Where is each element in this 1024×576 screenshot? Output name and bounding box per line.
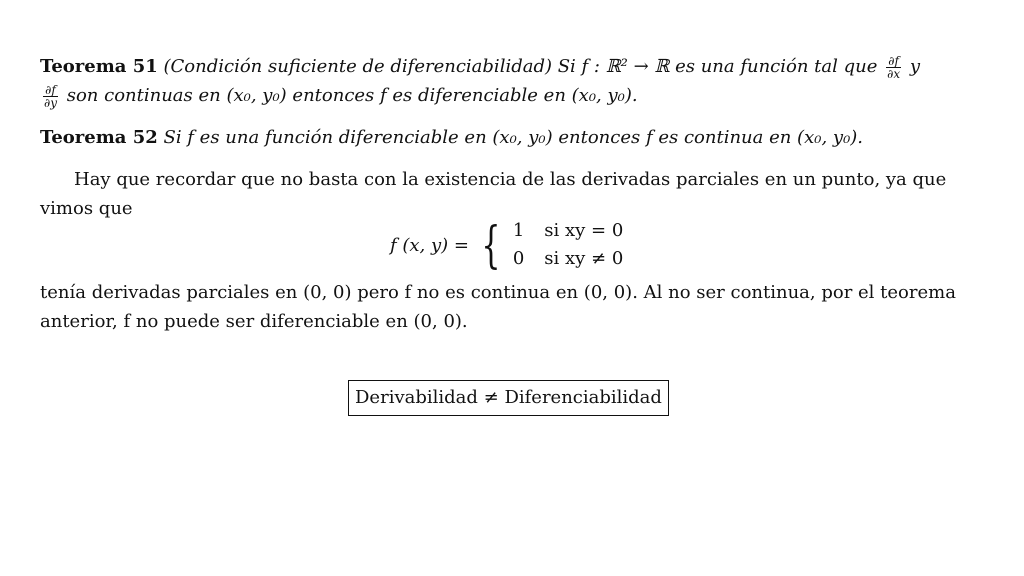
equation-cases: [513, 218, 623, 272]
case-2-condition: si xy ≠ 0: [544, 248, 624, 269]
equation-lhs: f (x, y) =: [390, 234, 469, 256]
boxed-statement: Derivabilidad ≠ Diferenciabilidad: [348, 380, 669, 416]
paragraph-intro: Hay que recordar que no basta con la existencia de las derivadas parciales en un punto, ya que vimos que: [40, 169, 947, 219]
theorem-51: [40, 52, 995, 110]
theorem-51-text-c: son continuas en (x₀, y₀) entonces f es diferenciable en (x₀, y₀).: [66, 85, 638, 106]
paragraph-conclusion: tenía derivadas parciales en (0, 0) pero f no es continua en (0, 0). Al no ser continua, por el teorema anterior, f no puede ser diferenciable en (0, 0).: [40, 282, 956, 332]
theorem-51-label: Teorema 51: [40, 56, 158, 77]
theorem-51-text-b: y: [909, 56, 921, 77]
piecewise-equation: [390, 218, 623, 272]
fraction-denominator: ∂x: [887, 66, 901, 81]
fraction-numerator: ∂f: [886, 55, 901, 68]
case-1-condition: si xy = 0: [544, 220, 624, 241]
partial-fy-fraction: [43, 84, 58, 109]
partial-fx-fraction: [886, 55, 901, 80]
theorem-52-label: Teorema 52: [40, 127, 158, 148]
theorem-52-text: Si f es una función diferenciable en (x₀, y₀) entonces f es continua en (x₀, y₀).: [163, 127, 864, 148]
left-brace-icon: {: [481, 216, 501, 274]
fraction-numerator: ∂f: [43, 84, 58, 97]
fraction-denominator: ∂y: [44, 95, 57, 110]
case-2-value: 0: [512, 248, 525, 269]
theorem-51-text-a: (Condición suficiente de diferenciabilidad) Si f : ℝ² → ℝ es una función tal que: [163, 56, 878, 77]
case-1-value: 1: [512, 220, 525, 241]
theorem-52: [40, 123, 995, 152]
